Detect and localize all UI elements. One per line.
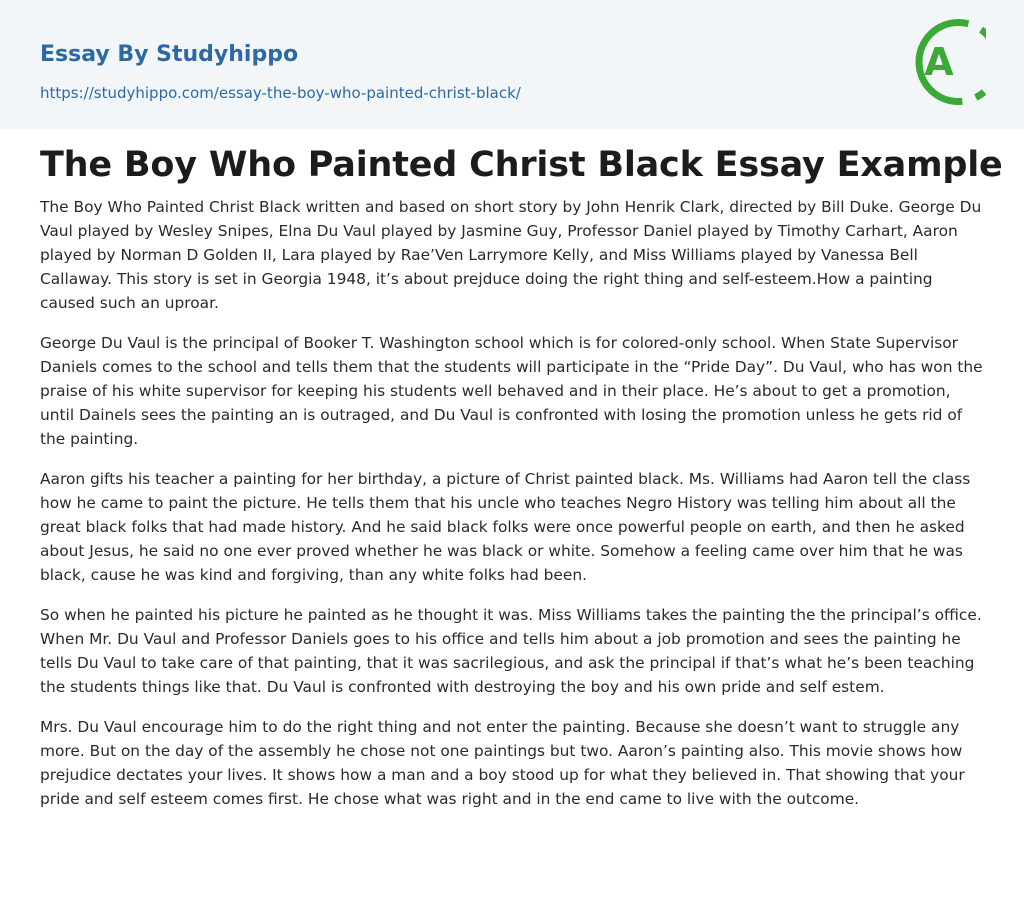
paragraph: George Du Vaul is the principal of Booker T. Washington school which is for colored-only school. When State Supervisor Daniels comes to the school and tells them that the students will participate in the “Pride Day”. Du Vaul, who has won the praise of his white supervisor for keeping his students well behaved and in their place. He’s about to get a promotion, until Dainels sees the painting an is outraged, and Du Vaul is confronted with losing the promotion unless he gets rid of the painting. — [40, 334, 983, 448]
page-url-link[interactable]: https://studyhippo.com/essay-the-boy-who-painted-christ-black/ — [40, 84, 521, 102]
paragraph: Aaron gifts his teacher a painting for her birthday, a picture of Christ painted black. Ms. Williams had Aaron tell the class how he came to paint the picture. He tells them that his uncle who teaches Negro History was telling him about all the great black folks that had made history. And he said black folks were once powerful people on earth, and then he asked about Jesus, he said no one ever proved whether he was black or white. Somehow a feeling came over him that he was black, cause he was kind and forgiving, than any white folks had been. — [40, 470, 971, 584]
logo-letter: A — [924, 40, 954, 84]
article-body — [40, 195, 984, 827]
page-title: The Boy Who Painted Christ Black Essay Example — [40, 145, 1003, 185]
studyhippo-logo-icon[interactable] — [912, 19, 986, 105]
paragraph: The Boy Who Painted Christ Black written and based on short story by John Henrik Clark, directed by Bill Duke. George Du Vaul played by Wesley Snipes, Elna Du Vaul played by Jasmine Guy, Professor Daniel played by Timothy Carhart, Aaron played by Norman D Golden II, Lara played by Rae’Ven Larrymore Kelly, and Miss Williams played by Vanessa Bell Callaway. This story is set in Georgia 1948, it’s about prejduce doing the right thing and self-esteem.How a painting caused such an uproar. — [40, 198, 982, 312]
paragraph: So when he painted his picture he painted as he thought it was. Miss Williams takes the painting the the principal’s office. When Mr. Du Vaul and Professor Daniels goes to his office and tells him about a job promotion and sees the painting he tells Du Vaul to take care of that painting, that it was sacrilegious, and ask the principal if that’s what he’s been teaching the students things like that. Du Vaul is confronted with destroying the boy and his own pride and self estem. — [40, 606, 982, 696]
site-brand[interactable]: Essay By Studyhippo — [40, 42, 299, 67]
site-header — [0, 0, 1024, 129]
paragraph: Mrs. Du Vaul encourage him to do the right thing and not enter the painting. Because she doesn’t want to struggle any more. But on the day of the assembly he chose not one paintings but two. Aaron’s painting also. This movie shows how prejudice dectates your lives. It shows how a man and a boy stood up for what they believed in. That showing that your pride and self esteem comes first. He chose what was right and in the end came to live with the outcome. — [40, 718, 965, 808]
